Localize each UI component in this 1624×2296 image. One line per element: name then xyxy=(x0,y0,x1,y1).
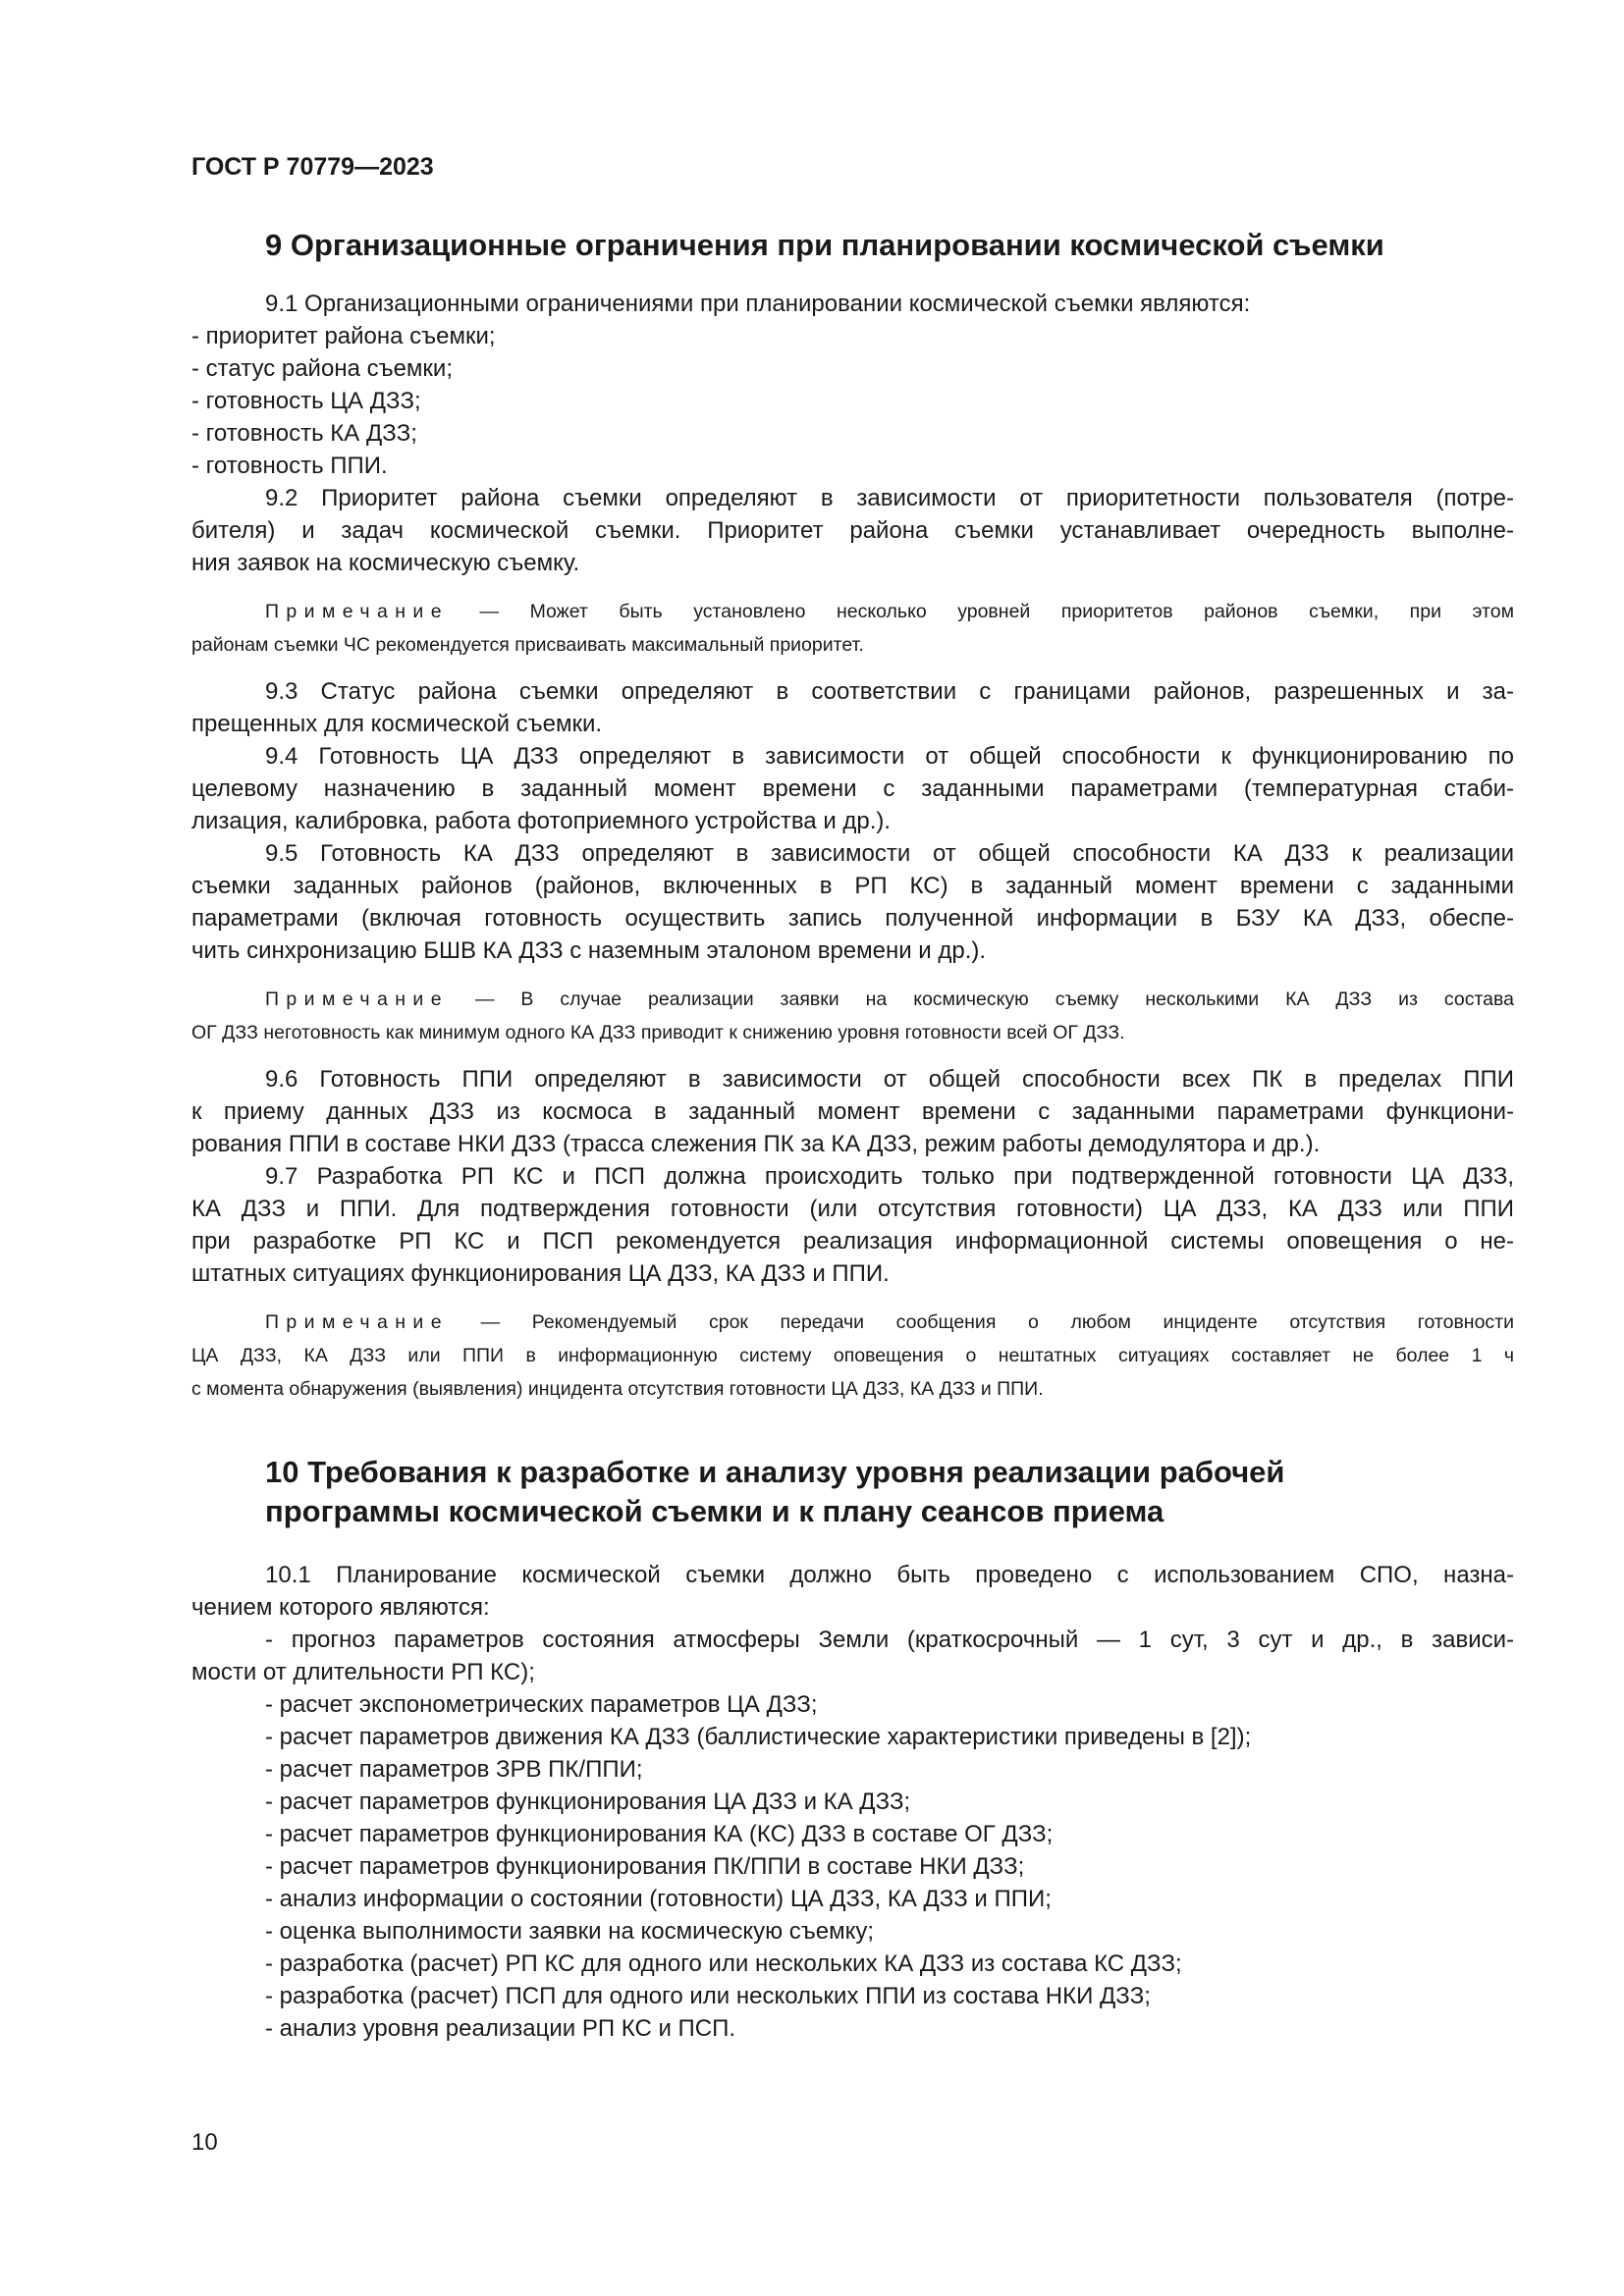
text-line: 9.4 Готовность ЦА ДЗЗ определяют в зависимости от общей способности к функционированию по xyxy=(265,743,1514,770)
paragraph xyxy=(191,1786,1514,1818)
text-line: 9.6 Готовность ППИ определяют в зависимости от общей способности всех ПК в пределах ППИ xyxy=(265,1066,1514,1093)
section-heading: 9 Организационные ограничения при планировании космической съемки xyxy=(265,228,1384,262)
paragraph xyxy=(191,675,1514,740)
paragraph xyxy=(191,1624,1514,1688)
paragraph xyxy=(191,1915,1514,1948)
note-text: Может быть установлено несколько уровней приоритетов районов съемки, при этом xyxy=(529,601,1514,622)
text-line: рования ППИ в составе НКИ ДЗЗ (трасса слежения ПК за КА ДЗЗ, режим работы демодулятора и др.). xyxy=(191,1131,1321,1157)
paragraph xyxy=(191,1980,1514,2012)
section-heading: 10 Требования к разработке и анализу уровня реализации рабочей xyxy=(265,1455,1285,1489)
note xyxy=(191,1306,1514,1406)
text-line: - расчет экспонометрических параметров ЦА ДЗЗ; xyxy=(265,1691,818,1718)
text-line: 9.2 Приоритет района съемки определяют в зависимости от приоритетности пользователя (потре- xyxy=(265,485,1514,511)
text-line: 10.1 Планирование космической съемки должно быть проведено с использованием СПО, назна- xyxy=(265,1562,1514,1588)
page-number: 10 xyxy=(191,2129,218,2156)
note-dash: — xyxy=(474,988,495,1010)
text-line: - расчет параметров функционирования ПК/ППИ в составе НКИ ДЗЗ; xyxy=(265,1853,1025,1880)
text-line: целевому назначению в заданный момент времени с заданными параметрами (температурная стаби- xyxy=(191,775,1514,802)
text-line: - готовность КА ДЗЗ; xyxy=(191,420,417,447)
text-line: - прогноз параметров состояния атмосферы Земли (краткосрочный — 1 сут, 3 сут и др., в зависи- xyxy=(265,1627,1514,1653)
paragraph xyxy=(191,1850,1514,1883)
text-line: - статус района съемки; xyxy=(191,355,454,382)
text-line: ния заявок на космическую съемку. xyxy=(191,550,580,576)
text-line xyxy=(191,1306,1514,1339)
text-line: - оценка выполнимости заявки на космическую съемку; xyxy=(265,1918,875,1945)
note xyxy=(191,595,1514,662)
note-label: Примечание xyxy=(265,601,449,622)
paragraph xyxy=(191,482,1514,579)
text-line: при разработке РП КС и ПСП рекомендуется реализация информационной системы оповещения о не- xyxy=(191,1228,1514,1255)
text-line: параметрами (включая готовность осуществить запись полученной информации в БЗУ КА ДЗЗ, обеспе- xyxy=(191,905,1514,932)
document-body xyxy=(191,226,1514,2045)
text-line: 9.3 Статус района съемки определяют в соответствии с границами районов, разрешенных и за- xyxy=(265,678,1514,705)
paragraph xyxy=(191,1883,1514,1915)
note-text: В случае реализации заявки на космическую съемку несколькими КА ДЗЗ из состава xyxy=(520,988,1515,1010)
text-line: 9.7 Разработка РП КС и ПСП должна происходить только при подтвержденной готовности ЦА ДЗЗ, xyxy=(265,1163,1514,1190)
text-line: - приоритет района съемки; xyxy=(191,323,496,349)
section-10 xyxy=(191,1453,1514,2045)
text-line: 9.5 Готовность КА ДЗЗ определяют в зависимости от общей способности КА ДЗЗ к реализации xyxy=(265,840,1514,867)
paragraph xyxy=(191,1948,1514,1980)
text-line xyxy=(191,595,1514,628)
note-label: Примечание xyxy=(265,1311,449,1333)
list-item xyxy=(191,417,1514,450)
text-line: - расчет параметров ЗРВ ПК/ППИ; xyxy=(265,1756,643,1783)
text-line: мости от длительности РП КС); xyxy=(191,1659,535,1685)
text-line: штатных ситуациях функционирования ЦА ДЗЗ, КА ДЗЗ и ППИ. xyxy=(191,1260,890,1287)
text-line: чить синхронизацию БШВ КА ДЗЗ с наземным эталоном времени и др.). xyxy=(191,937,987,964)
list-item xyxy=(191,385,1514,417)
paragraph xyxy=(191,1688,1514,1721)
text-line: - расчет параметров функционирования ЦА ДЗЗ и КА ДЗЗ; xyxy=(265,1789,911,1815)
note-dash: — xyxy=(480,1311,501,1333)
section-heading: программы космической съемки и к плану сеансов приема xyxy=(265,1494,1164,1528)
text-line: ОГ ДЗЗ неготовность как минимум одного КА ДЗЗ приводит к снижению уровня готовности всей ОГ ДЗЗ. xyxy=(191,1022,1125,1043)
note-text: Рекомендуемый срок передачи сообщения о любом инциденте отсутствия готовности xyxy=(531,1311,1514,1333)
paragraph xyxy=(191,837,1514,967)
paragraph xyxy=(191,1063,1514,1160)
text-line: 9.1 Организационными ограничениями при планировании космической съемки являются: xyxy=(265,291,1251,317)
paragraph xyxy=(191,1721,1514,1753)
paragraph xyxy=(191,1818,1514,1850)
text-line: - готовность ППИ. xyxy=(191,453,388,479)
text-line: - разработка (расчет) ПСП для одного или нескольких ППИ из состава НКИ ДЗЗ; xyxy=(265,1983,1151,2009)
paragraph xyxy=(191,1160,1514,1290)
text-line: - готовность ЦА ДЗЗ; xyxy=(191,388,421,414)
text-line: - анализ информации о состоянии (готовности) ЦА ДЗЗ, КА ДЗЗ и ППИ; xyxy=(265,1886,1052,1912)
paragraph xyxy=(191,2012,1514,2045)
list-item xyxy=(191,352,1514,385)
text-line: КА ДЗЗ и ППИ. Для подтверждения готовности (или отсутствия готовности) ЦА ДЗЗ, КА ДЗЗ или ППИ xyxy=(191,1196,1514,1222)
text-line: - разработка (расчет) РП КС для одного или нескольких КА ДЗЗ из состава КС ДЗЗ; xyxy=(265,1950,1182,1977)
paragraph xyxy=(191,1753,1514,1786)
text-line: к приему данных ДЗЗ из космоса в заданный момент времени с заданными параметрами функциони- xyxy=(191,1098,1514,1125)
paragraph xyxy=(191,740,1514,837)
text-line: ЦА ДЗЗ, КА ДЗЗ или ППИ в информационную систему оповещения о нештатных ситуациях составляет не более 1 ч xyxy=(191,1345,1514,1366)
list-item xyxy=(191,450,1514,482)
text-line: - анализ уровня реализации РП КС и ПСП. xyxy=(265,2015,736,2042)
text-line: бителя) и задач космической съемки. Приоритет района съемки устанавливает очередность выполне- xyxy=(191,517,1514,544)
text-line: лизация, калибровка, работа фотоприемного устройства и др.). xyxy=(191,808,892,834)
text-line: с момента обнаружения (выявления) инцидента отсутствия готовности ЦА ДЗЗ, КА ДЗЗ и ППИ. xyxy=(191,1378,1044,1400)
paragraph xyxy=(191,288,1514,320)
note-dash: — xyxy=(479,601,500,622)
text-line: чением которого являются: xyxy=(191,1594,490,1621)
text-line: - расчет параметров движения КА ДЗЗ (баллистические характеристики приведены в [2]); xyxy=(265,1724,1252,1750)
paragraph xyxy=(191,1559,1514,1624)
list-item xyxy=(191,320,1514,352)
document-header: ГОСТ Р 70779—2023 xyxy=(191,153,434,181)
text-line: прещенных для космической съемки. xyxy=(191,711,603,737)
text-line: районам съемки ЧС рекомендуется присваивать максимальный приоритет. xyxy=(191,634,864,656)
section-9 xyxy=(191,226,1514,1406)
text-line: съемки заданных районов (районов, включенных в РП КС) в заданный момент времени с заданными xyxy=(191,873,1514,899)
note xyxy=(191,983,1514,1049)
text-line xyxy=(191,983,1514,1016)
note-label: Примечание xyxy=(265,988,449,1010)
text-line: - расчет параметров функционирования КА (КС) ДЗЗ в составе ОГ ДЗЗ; xyxy=(265,1821,1054,1847)
